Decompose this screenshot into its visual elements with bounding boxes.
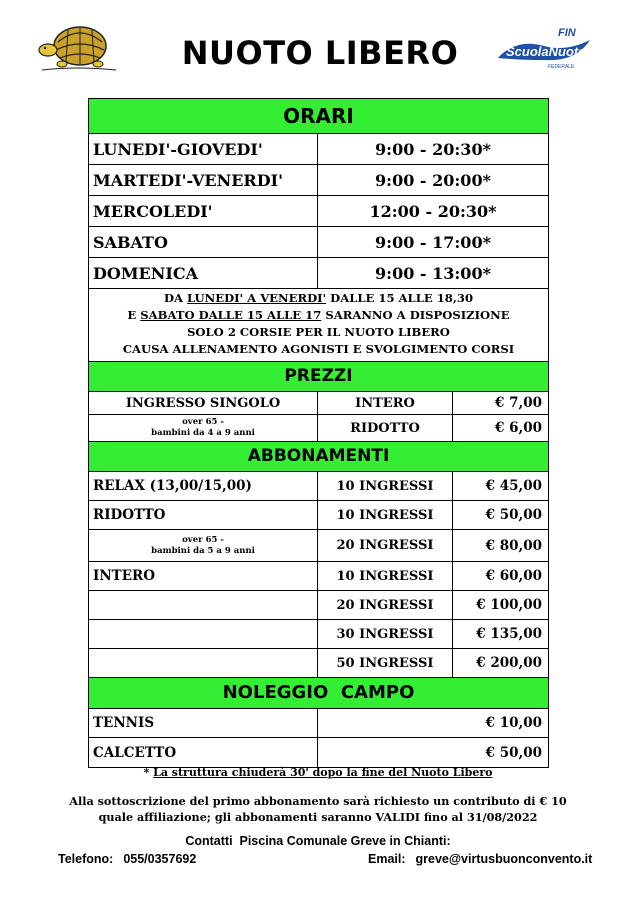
abbonamento-price: € 50,00 <box>485 507 542 523</box>
note-line: quale affiliazione; gli abbonamenti saranno VALIDI fino al 31/08/2022 <box>98 810 538 824</box>
abbonamento-price: € 200,00 <box>476 655 542 671</box>
abbonamento-label <box>89 649 318 677</box>
orari-day: MARTEDI'-VENERDI' <box>89 165 318 195</box>
note-line: SOLO 2 CORSIE PER IL NUOTO LIBERO <box>187 325 450 339</box>
noleggio-row <box>89 738 548 767</box>
abbonamenti-heading: ABBONAMENTI <box>89 442 548 472</box>
orari-row <box>89 165 548 196</box>
orari-hours: 9:00 - 20:00* <box>375 170 491 190</box>
abbonamento-entries: 20 INGRESSI <box>318 530 453 561</box>
svg-text:FIN: FIN <box>558 27 576 39</box>
prezzi-price: € 7,00 <box>495 395 542 411</box>
abbonamento-entries: 10 INGRESSI <box>318 472 453 500</box>
noleggio-price: € 10,00 <box>485 715 542 731</box>
abbonamento-row <box>89 562 548 591</box>
orari-row <box>89 134 548 165</box>
prezzi-sublabel: over 65 - bambini da 4 a 9 anni <box>89 415 318 441</box>
orari-hours: 9:00 - 17:00* <box>375 232 491 252</box>
note-line: Alla sottoscrizione del primo abbonamento sarà richiesto un contributo di € 10 <box>69 794 567 808</box>
svg-text:ScuolaNuoto: ScuolaNuoto <box>506 44 587 59</box>
prezzi-row <box>89 392 548 415</box>
prezzi-type: RIDOTTO <box>318 415 453 441</box>
page-title: NUOTO LIBERO <box>181 34 459 72</box>
note-line: DA LUNEDI' A VENERDI' DALLE 15 ALLE 18,30 <box>163 291 474 305</box>
prezzi-row <box>89 415 548 442</box>
orari-hours: 12:00 - 20:30* <box>369 201 497 221</box>
orari-day: SABATO <box>89 227 318 257</box>
email-address[interactable]: greve@virtusbuonconvento.it <box>415 852 593 866</box>
prezzi-type: INTERO <box>318 392 453 414</box>
abbonamento-row <box>89 591 548 620</box>
prezzi-price: € 6,00 <box>495 420 542 436</box>
svg-text:FEDERALE: FEDERALE <box>548 64 575 70</box>
orari-note <box>89 289 548 362</box>
abbonamento-price: € 60,00 <box>485 568 542 584</box>
turtle-logo-icon <box>36 20 120 76</box>
prezzi-label: INGRESSO SINGOLO <box>89 392 318 414</box>
note-line: CAUSA ALLENAMENTO AGONISTI E SVOLGIMENTO CORSI <box>122 342 515 356</box>
abbonamento-entries: 20 INGRESSI <box>318 591 453 619</box>
note-line: E SABATO DALLE 15 ALLE 17 SARANNO A DISPOSIZIONE <box>127 308 510 322</box>
abbonamento-row <box>89 530 548 562</box>
orari-day: DOMENICA <box>89 258 318 288</box>
orari-heading: ORARI <box>89 99 548 134</box>
abbonamento-label: RELAX (13,00/15,00) <box>89 472 318 500</box>
orari-day: MERCOLEDI' <box>89 196 318 226</box>
contacts-title: Contatti Piscina Comunale Greve in Chianti: <box>185 834 451 848</box>
closing-footnote: * La struttura chiuderà 30' dopo la fine del Nuoto Libero <box>143 766 493 779</box>
fin-scuola-nuoto-logo-icon <box>496 24 592 72</box>
orari-row <box>89 258 548 289</box>
abbonamento-entries: 30 INGRESSI <box>318 620 453 648</box>
phone-number[interactable]: 055/0357692 <box>123 852 197 866</box>
abbonamento-sublabel: over 65 - bambini da 5 a 9 anni <box>89 530 318 561</box>
abbonamento-price: € 80,00 <box>485 537 542 554</box>
orari-hours: 9:00 - 13:00* <box>375 263 491 283</box>
abbonamento-row <box>89 620 548 649</box>
abbonamento-label: RIDOTTO <box>89 501 318 529</box>
abbonamento-price: € 45,00 <box>485 478 542 494</box>
abbonamento-price: € 100,00 <box>476 597 542 613</box>
subscription-note <box>0 793 636 825</box>
noleggio-price: € 50,00 <box>485 744 542 761</box>
abbonamento-label <box>89 591 318 619</box>
orari-hours: 9:00 - 20:30* <box>375 139 491 159</box>
abbonamento-row <box>89 649 548 678</box>
noleggio-heading: NOLEGGIO CAMPO <box>89 678 548 709</box>
orari-day: LUNEDI'-GIOVEDI' <box>89 134 318 164</box>
abbonamento-label: INTERO <box>89 562 318 590</box>
abbonamento-row <box>89 472 548 501</box>
noleggio-row <box>89 709 548 738</box>
abbonamento-label <box>89 620 318 648</box>
abbonamento-entries: 10 INGRESSI <box>318 501 453 529</box>
abbonamento-entries: 10 INGRESSI <box>318 562 453 590</box>
abbonamento-price: € 135,00 <box>476 626 542 642</box>
email-label: Email: <box>368 852 406 866</box>
abbonamento-row <box>89 501 548 530</box>
email-contact <box>368 852 592 866</box>
noleggio-label: TENNIS <box>89 709 318 737</box>
orari-row <box>89 196 548 227</box>
noleggio-label: CALCETTO <box>89 738 318 767</box>
phone-label: Telefono: <box>58 852 114 866</box>
phone-contact <box>58 852 196 866</box>
prezzi-heading: PREZZI <box>89 362 548 392</box>
abbonamento-entries: 50 INGRESSI <box>318 649 453 677</box>
orari-row <box>89 227 548 258</box>
price-table <box>88 98 549 768</box>
